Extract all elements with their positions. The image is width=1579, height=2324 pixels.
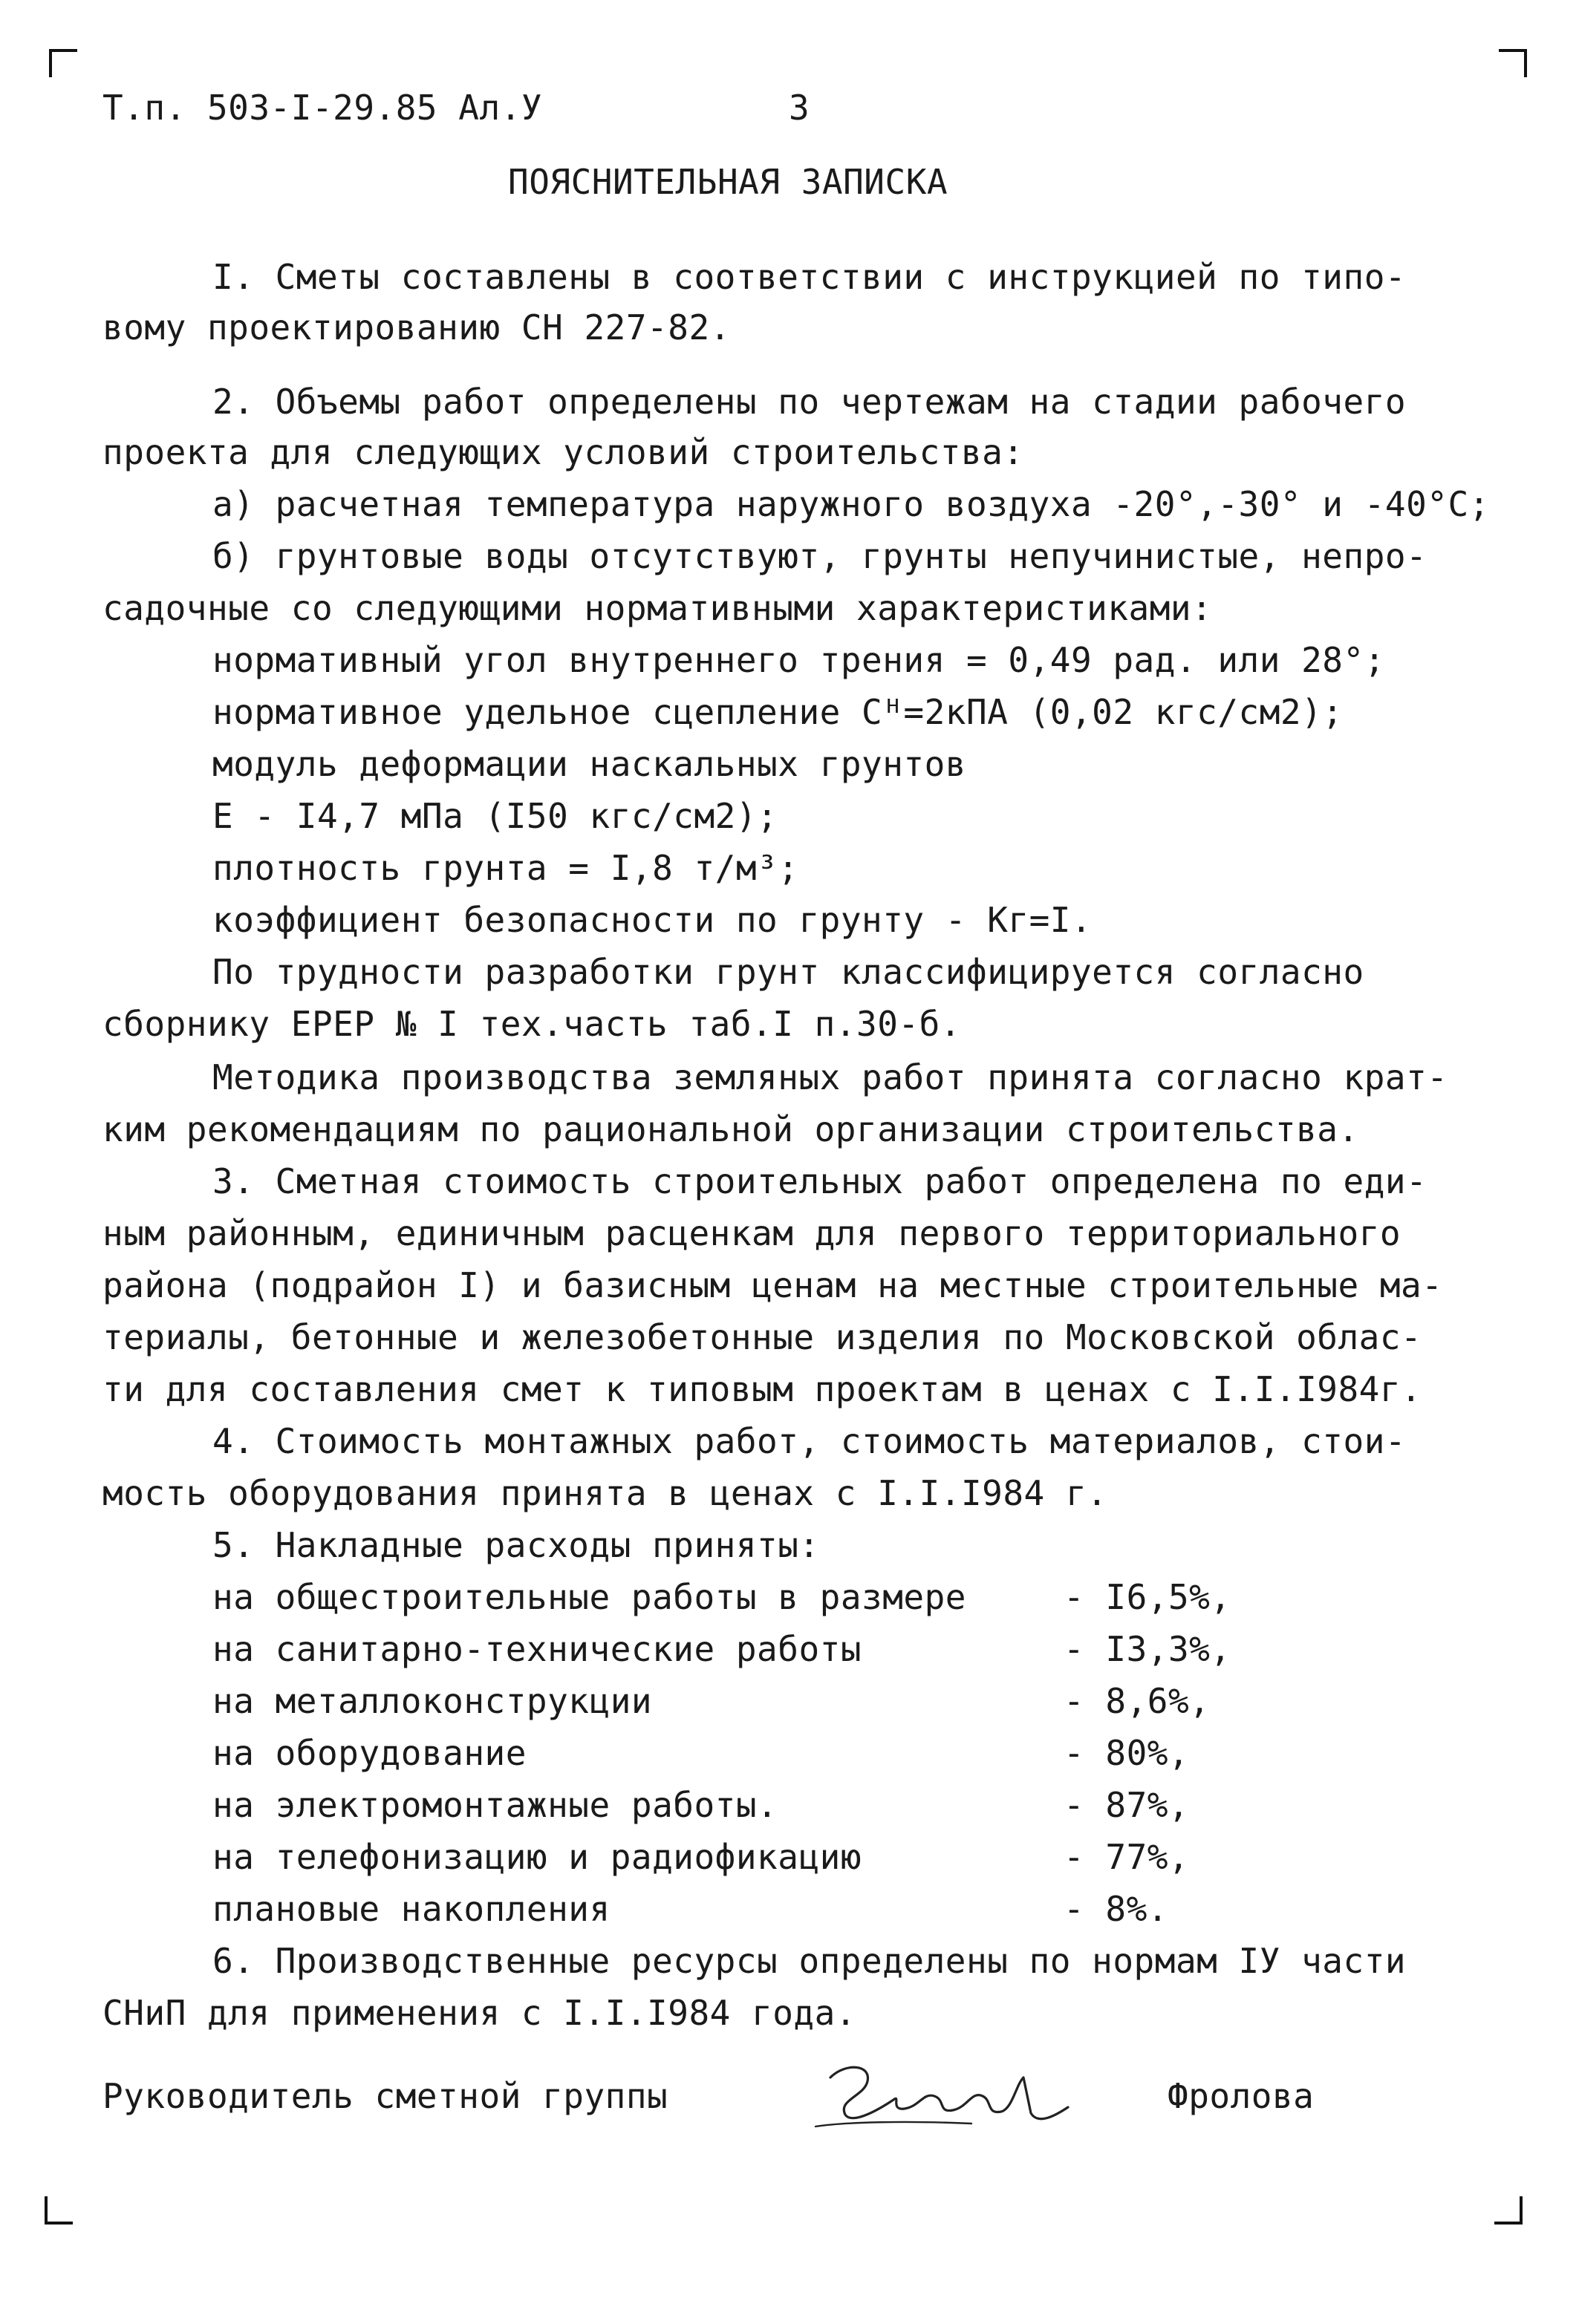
text-line: нормативный угол внутреннего трения = 0,49 рад. или 28°; xyxy=(212,640,1385,680)
text-line: района (подрайон I) и базисным ценам на местные строительные ма- xyxy=(102,1265,1443,1305)
text-line: 6. Производственные ресурсы определены по нормам IУ части xyxy=(212,1941,1407,1981)
text-line: проекта для следующих условий строительства: xyxy=(102,432,1024,472)
text-line: плотность грунта = I,8 т/м³; xyxy=(212,848,799,888)
text-line: 5. Накладные расходы приняты: xyxy=(212,1525,820,1565)
text-line: мость оборудования принята в ценах с I.I.I984 г. xyxy=(102,1473,1108,1513)
overhead-label: на общестроительные работы в размере xyxy=(212,1577,966,1617)
text-line: а) расчетная температура наружного воздуха -20°,-30° и -40°С; xyxy=(212,484,1490,524)
text-line: модуль деформации наскальных грунтов xyxy=(212,744,966,784)
text-line: 2. Объемы работ определены по чертежам на стадии рабочего xyxy=(212,382,1407,422)
corner-mark-top-left xyxy=(49,49,77,77)
overhead-value: - I3,3%, xyxy=(1064,1629,1231,1669)
text-line: вому проектированию СН 227-82. xyxy=(102,307,731,347)
overhead-value: - I6,5%, xyxy=(1064,1577,1231,1617)
text-line: б) грунтовые воды отсутствуют, грунты непучинистые, непро- xyxy=(212,536,1427,576)
text-line: ким рекомендациям по рациональной организации строительства. xyxy=(102,1109,1359,1149)
text-line: Е - I4,7 мПа (I50 кгс/см2); xyxy=(212,796,778,836)
page-number: 3 xyxy=(789,88,810,128)
page-title: ПОЯСНИТЕЛЬНАЯ ЗАПИСКА xyxy=(508,162,948,202)
signature-block xyxy=(102,2063,1439,2152)
text-line: I. Сметы составлены в соответствии с инструкцией по типо- xyxy=(212,257,1407,297)
handwritten-signature xyxy=(801,2055,1083,2137)
signer-name: Фролова xyxy=(1168,2076,1315,2116)
text-line: Методика производства земляных работ принята согласно крат- xyxy=(212,1057,1448,1097)
overhead-value: - 80%, xyxy=(1064,1733,1190,1773)
text-line: СНиП для применения с I.I.I984 года. xyxy=(102,1993,856,2033)
text-line: 3. Сметная стоимость строительных работ определена по еди- xyxy=(212,1161,1427,1201)
corner-mark-bottom-left xyxy=(45,2196,73,2225)
overhead-value: - 77%, xyxy=(1064,1837,1190,1877)
overhead-value: - 87%, xyxy=(1064,1785,1190,1825)
corner-mark-top-right xyxy=(1499,49,1527,77)
text-line: коэффициент безопасности по грунту - Кг=I. xyxy=(212,900,1093,940)
overhead-label: на телефонизацию и радиофикацию xyxy=(212,1837,862,1877)
overhead-label: на металлоконструкции xyxy=(212,1681,653,1721)
overhead-label: плановые накопления xyxy=(212,1889,611,1929)
overhead-value: - 8%. xyxy=(1064,1889,1168,1929)
overhead-label: на оборудование xyxy=(212,1733,527,1773)
text-line: По трудности разработки грунт классифицируется согласно xyxy=(212,952,1364,992)
text-line: ти для составления смет к типовым проектам в ценах с I.I.I984г. xyxy=(102,1369,1422,1409)
overhead-label: на санитарно-технические работы xyxy=(212,1629,862,1669)
overhead-value: - 8,6%, xyxy=(1064,1681,1211,1721)
text-line: садочные со следующими нормативными характеристиками: xyxy=(102,588,1213,628)
corner-mark-bottom-right xyxy=(1494,2196,1523,2225)
text-line: сборнику ЕРЕР № I тех.часть таб.I п.30-б. xyxy=(102,1004,961,1044)
overhead-label: на электромонтажные работы. xyxy=(212,1785,778,1825)
text-line: ным районным, единичным расценкам для первого территориального xyxy=(102,1213,1401,1253)
text-line: 4. Стоимость монтажных работ, стоимость материалов, стои- xyxy=(212,1421,1407,1461)
text-line: териалы, бетонные и железобетонные изделия по Московской облас- xyxy=(102,1317,1422,1357)
document-reference: Т.п. 503-I-29.85 Ал.У xyxy=(102,88,543,128)
text-line: нормативное удельное сцепление Сᴴ=2кПА (0,02 кгс/см2); xyxy=(212,692,1344,732)
signer-role: Руководитель сметной группы xyxy=(102,2076,668,2116)
